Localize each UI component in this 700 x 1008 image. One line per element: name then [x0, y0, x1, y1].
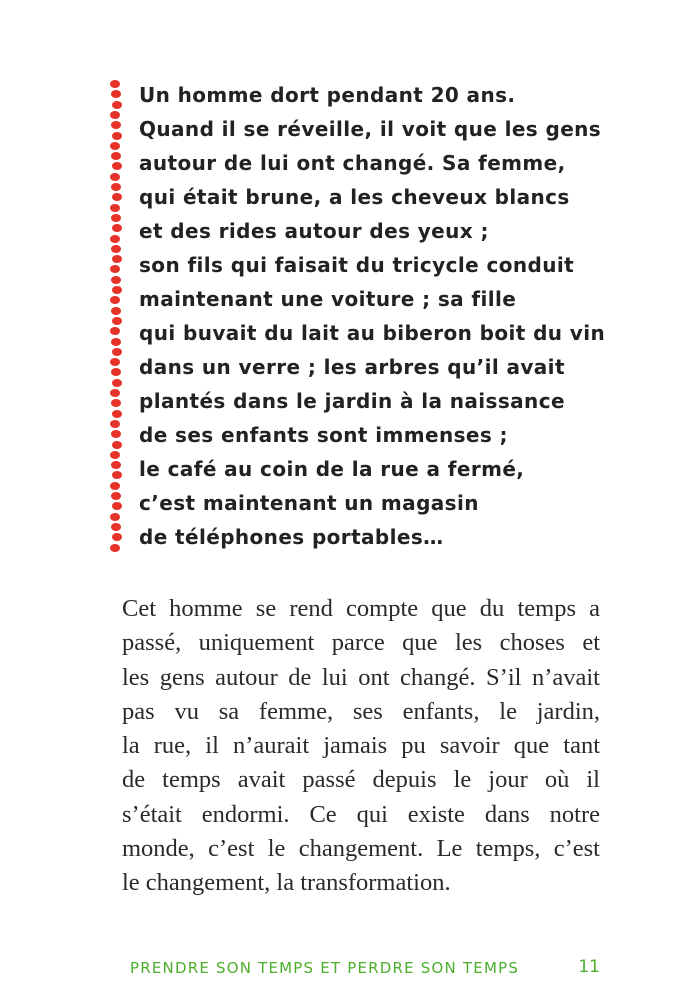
story-line: qui était brune, a les cheveux blancs — [139, 185, 570, 209]
story-line: son fils qui faisait du tricycle conduit — [139, 253, 575, 277]
red-dot — [112, 132, 122, 140]
red-dot — [111, 121, 121, 129]
red-dot — [110, 265, 120, 273]
red-dot — [110, 389, 120, 397]
red-dot — [110, 296, 120, 304]
red-dot — [111, 523, 121, 531]
red-dot — [112, 441, 122, 449]
red-dot — [110, 327, 120, 335]
red-dot — [110, 513, 120, 521]
red-dot — [112, 101, 122, 109]
red-dot — [111, 307, 121, 315]
red-dot — [111, 338, 121, 346]
red-dot — [111, 214, 121, 222]
story-line: le café au coin de la rue a fermé, — [139, 457, 525, 481]
red-dot — [112, 255, 122, 263]
red-dot — [111, 399, 121, 407]
red-dot — [111, 183, 121, 191]
body-line: la rue, il n’aurait jamais pu savoir que tant — [122, 732, 600, 760]
story-line: autour de lui ont changé. Sa femme, — [139, 151, 566, 175]
body-line: monde, c’est le changement. Le temps, c’est — [122, 835, 600, 863]
story-line: qui buvait du lait au biberon boit du vin — [139, 321, 606, 345]
red-dot — [110, 111, 120, 119]
story-line: et des rides autour des yeux ; — [139, 219, 489, 243]
red-dot — [112, 348, 122, 356]
red-dot — [112, 471, 122, 479]
page-footer — [130, 957, 600, 983]
story-line: c’est maintenant un magasin — [139, 491, 479, 515]
body-line: passé, uniquement parce que les choses et — [122, 629, 600, 657]
red-dot — [112, 317, 122, 325]
body-paragraph — [122, 592, 600, 901]
story-line: de ses enfants sont immenses ; — [139, 423, 508, 447]
red-dot — [111, 90, 121, 98]
red-dot — [112, 502, 122, 510]
story-line: Quand il se réveille, il voit que les gens — [139, 117, 602, 141]
red-dot — [110, 358, 120, 366]
red-dot — [110, 204, 120, 212]
red-dot — [111, 245, 121, 253]
body-line: les gens autour de lui ont changé. S’il n’avait — [122, 663, 600, 691]
body-line: le changement, la transformation. — [122, 869, 451, 897]
red-dot — [110, 235, 120, 243]
red-dot — [112, 410, 122, 418]
red-dot — [111, 461, 121, 469]
red-dot — [112, 224, 122, 232]
red-dot — [112, 533, 122, 541]
story-line: de téléphones portables… — [139, 525, 444, 549]
story-line: Un homme dort pendant 20 ans. — [139, 83, 516, 107]
red-dot — [110, 544, 120, 552]
red-dot — [111, 152, 121, 160]
body-line: s’était endormi. Ce qui existe dans notre — [122, 800, 600, 828]
red-dot — [110, 173, 120, 181]
red-dot — [112, 379, 122, 387]
red-dot — [110, 420, 120, 428]
story-box — [139, 78, 609, 554]
story-line: dans un verre ; les arbres qu’il avait — [139, 355, 565, 379]
red-dot — [110, 142, 120, 150]
red-dot — [110, 482, 120, 490]
red-dot — [111, 430, 121, 438]
red-dot — [110, 451, 120, 459]
page-number: 11 — [578, 957, 600, 977]
red-dot — [111, 492, 121, 500]
story-line: maintenant une voiture ; sa fille — [139, 287, 517, 311]
running-title: PRENDRE SON TEMPS ET PERDRE SON TEMPS — [130, 959, 520, 977]
body-line: pas vu sa femme, ses enfants, le jardin, — [122, 697, 600, 725]
body-line: Cet homme se rend compte que du temps a — [122, 595, 600, 622]
red-dotted-rule — [111, 80, 127, 550]
red-dot — [112, 162, 122, 170]
red-dot — [111, 368, 121, 376]
red-dot — [112, 286, 122, 294]
body-line: de temps avait passé depuis le jour où il — [122, 766, 600, 794]
red-dot — [110, 80, 120, 88]
red-dot — [111, 276, 121, 284]
story-line: plantés dans le jardin à la naissance — [139, 389, 565, 413]
red-dot — [112, 193, 122, 201]
